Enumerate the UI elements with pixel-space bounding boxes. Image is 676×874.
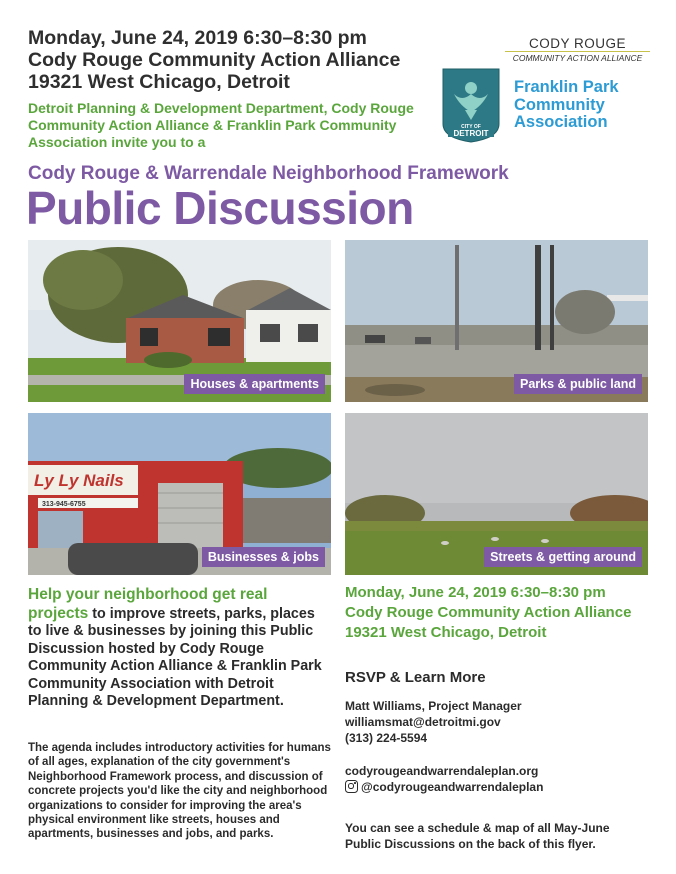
help-lead: Help your neighborhood get real projects (28, 586, 268, 622)
photo-caption-streets: Streets & getting around (484, 547, 642, 567)
rsvp-heading: RSVP & Learn More (345, 669, 486, 686)
framework-title: Cody Rouge & Warrendale Neighborhood Framework (28, 163, 509, 184)
photo-streets (345, 413, 648, 575)
franklin-park-line2: Community (514, 95, 605, 114)
franklin-park-line1: Franklin Park (514, 78, 619, 96)
right-column (345, 583, 655, 851)
right-event-address: 19321 West Chicago, Detroit (345, 624, 547, 641)
help-body: to improve streets, parks, places to live & businesses by joining this Public Discussion hosted by Cody Rouge Community Action Alliance & Franklin Park Community Association with Detroit Planning & Development Department. (28, 605, 322, 709)
city-of-detroit-seal-icon (440, 66, 502, 144)
event-address: 19321 West Chicago, Detroit (28, 71, 290, 93)
schedule-note: You can see a schedule & map of all May-June Public Discussions on the back of this flyer. (345, 821, 610, 851)
contact-block (345, 698, 522, 746)
instagram-icon (345, 780, 358, 793)
cody-rouge-logo-line2: COMMUNITY ACTION ALLIANCE (505, 51, 650, 63)
links-block (345, 763, 543, 795)
franklin-park-logo (514, 79, 619, 132)
main-title: Public Discussion (26, 182, 414, 234)
contact-phone[interactable]: (313) 224-5594 (345, 731, 428, 745)
seal-line1: CITY OF (461, 124, 481, 130)
photo-businesses (28, 413, 331, 575)
invite-text: Detroit Planning & Development Department, Cody Rouge Community Action Alliance & Franklin Park Community Association invite you to a (28, 100, 414, 150)
contact-name: Matt Williams, Project Manager (345, 699, 522, 713)
website-link[interactable]: codyrougeandwarrendaleplan.org (345, 764, 539, 778)
photo-houses (28, 240, 331, 402)
franklin-park-line3: Association (514, 113, 608, 131)
photo-caption-businesses: Businesses & jobs (202, 547, 325, 567)
right-event-date: Monday, June 24, 2019 6:30–8:30 pm (345, 584, 606, 601)
nails-sign-text: Ly Ly Nails (34, 471, 124, 490)
cody-rouge-logo-line1: CODY ROUGE (528, 36, 626, 51)
photo-caption-parks: Parks & public land (514, 374, 642, 394)
help-paragraph (28, 586, 328, 711)
instagram-row[interactable] (345, 779, 543, 795)
right-event-host: Cody Rouge Community Action Alliance (345, 604, 632, 621)
photo-parks (345, 240, 648, 402)
event-host: Cody Rouge Community Action Alliance (28, 49, 401, 71)
instagram-handle[interactable]: @codyrougeandwarrendaleplan (361, 780, 544, 794)
contact-email[interactable]: williamsmat@detroitmi.gov (345, 715, 501, 729)
agenda-paragraph: The agenda includes introductory activities for humans of all ages, explanation of the city government's Neighborhood Framework process, and discussion of concrete projects you'd like the city and neighborhood organizations to consider for improving the area's physical environment like streets, houses and apartments, businesses and jobs, and parks. (28, 742, 331, 841)
phone-sign-text: 313-945-6755 (42, 501, 86, 508)
photo-caption-houses: Houses & apartments (184, 374, 325, 394)
seal-line2: DETROIT (453, 129, 489, 138)
event-date: Monday, June 24, 2019 6:30–8:30 pm (28, 27, 367, 49)
cody-rouge-logo (505, 36, 650, 63)
